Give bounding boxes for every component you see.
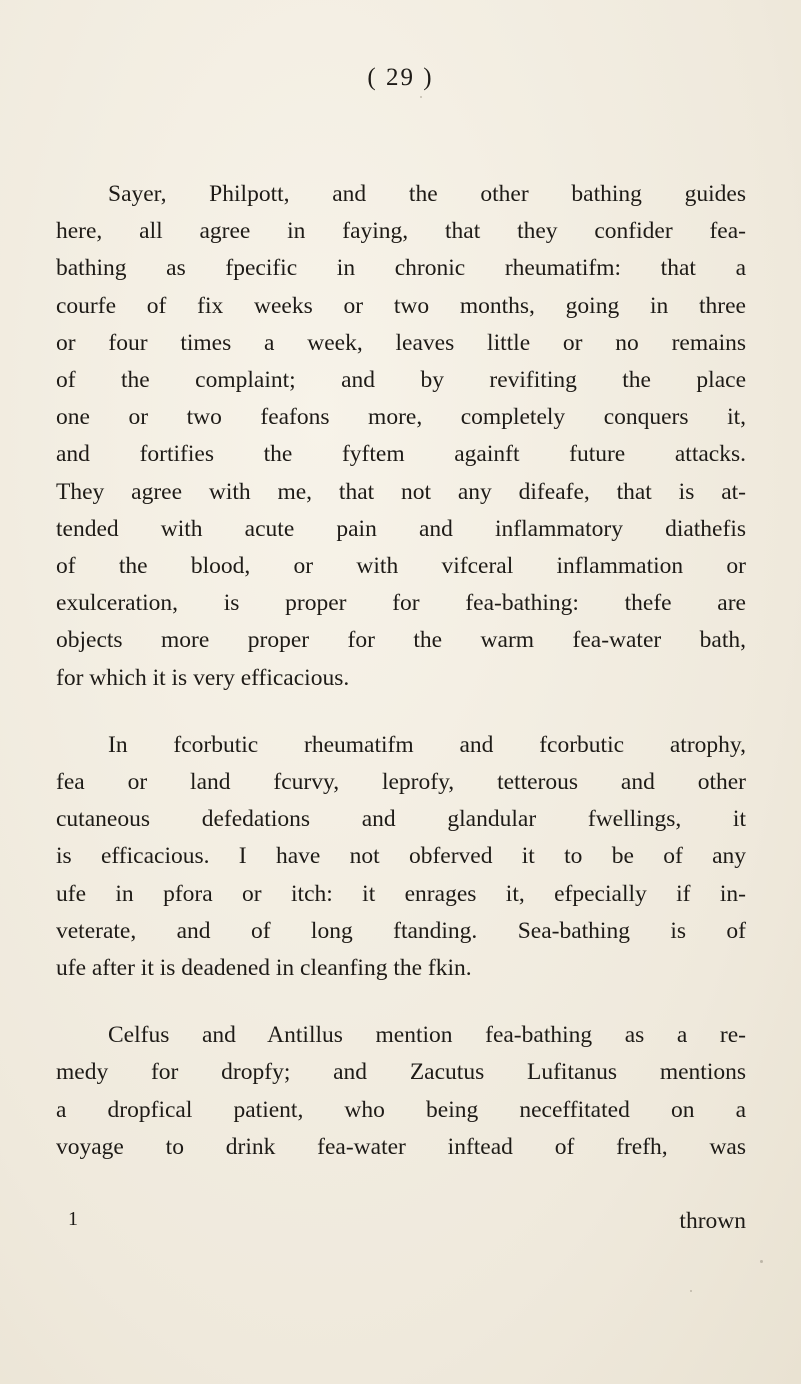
text-line: cutaneous defedations and glandular fwellings, it <box>56 806 746 833</box>
text-line: Celfus and Antillus mention fea-bathing as a re- <box>108 1022 746 1049</box>
text-line: courfe of fix weeks or two months, going in three <box>56 292 746 319</box>
paper-speck <box>420 96 422 98</box>
text-line: ufe in pfora or itch: it enrages it, efpecially if in- <box>56 880 746 907</box>
text-line: veterate, and of long ftanding. Sea-bathing is of <box>56 917 746 944</box>
text-line: ufe after it is deadened in cleanfing the fkin. <box>56 955 472 982</box>
text-line: In fcorbutic rheumatifm and fcorbutic atrophy, <box>108 731 746 758</box>
text-line: for which it is very efficacious. <box>56 664 350 691</box>
paragraph-3 <box>56 1017 746 1166</box>
text-line: a dropfical patient, who being neceffitated on a <box>56 1096 746 1123</box>
text-line: Sayer, Philpott, and the other bathing guides <box>108 181 746 207</box>
page-number: ( 29 ) <box>367 64 434 91</box>
text-line: here, all agree in faying, that they confider fea- <box>56 218 746 245</box>
page-footer <box>56 1208 746 1244</box>
text-line: They agree with me, that not any difeafe, that is at- <box>56 478 746 505</box>
paragraph-2 <box>56 727 746 987</box>
text-line: fea or land fcurvy, leprofy, tetterous and other <box>56 769 746 796</box>
text-line: objects more proper for the warm fea-water bath, <box>56 627 746 654</box>
text-line: or four times a week, leaves little or no remains <box>56 329 746 356</box>
paragraph-1 <box>56 176 746 697</box>
text-line: tended with acute pain and inflammatory diathefis <box>56 515 746 542</box>
paper-speck <box>760 1260 763 1263</box>
paper-speck <box>690 1290 692 1292</box>
text-line: medy for dropfy; and Zacutus Lufitanus mentions <box>56 1059 746 1086</box>
text-body <box>56 176 746 1166</box>
text-line: and fortifies the fyftem againft future attacks. <box>56 441 746 468</box>
text-line: of the blood, or with vifceral inflammation or <box>56 553 746 580</box>
text-line: exulceration, is proper for fea-bathing: thefe are <box>56 590 746 617</box>
text-line: voyage to drink fea-water inftead of frefh, was <box>56 1133 746 1160</box>
signature-mark: 1 <box>68 1208 78 1230</box>
text-line: is efficacious. I have not obferved it to be of any <box>56 843 746 870</box>
catchword: thrown <box>679 1208 746 1234</box>
text-line: bathing as fpecific in chronic rheumatifm: that a <box>56 255 746 282</box>
text-line: one or two feafons more, completely conquers it, <box>56 404 746 431</box>
text-line: of the complaint; and by revifiting the place <box>56 367 746 394</box>
